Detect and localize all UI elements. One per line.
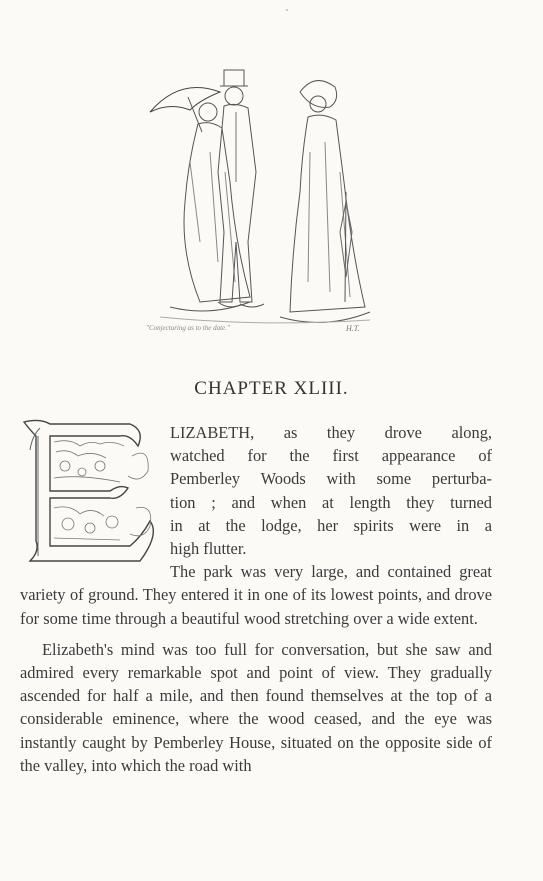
illustration-caption: "Conjecturing as to the date."	[146, 324, 230, 332]
page-mark	[286, 9, 288, 11]
paragraph-park: The park was very large, and contained great variety of ground. They entered it in one of its lowest points, and drove for some time through a beautiful wood stretching over a wide extent.	[20, 562, 492, 628]
text-line: in at the lodge, her spirits were in a	[170, 515, 492, 535]
paragraph-elizabeth-mind: Elizabeth's mind was too full for conversation, but she saw and admired every remarkable spot and point of view. They gradually ascended for half a mile, and then found themselves at the top of a considerable eminence, where the wood ceased, and the eye was instantly caught by Pemberley House, situated on the opposite side of the valley, into which the road with	[20, 639, 492, 775]
illustrator-signature: H.T.	[346, 324, 360, 333]
text-line: Pemberley Woods with some perturba-	[170, 469, 492, 489]
chapter-title: CHAPTER XLIII.	[194, 378, 349, 399]
text-line: watched for the first appearance of	[170, 446, 492, 466]
text-line: LIZABETH, as they drove along,	[170, 423, 492, 442]
illustration-figures	[140, 62, 380, 347]
body-text	[20, 421, 492, 777]
text-line: high flutter.	[170, 539, 247, 559]
text-line: tion ; and when at length they turned	[170, 492, 492, 512]
